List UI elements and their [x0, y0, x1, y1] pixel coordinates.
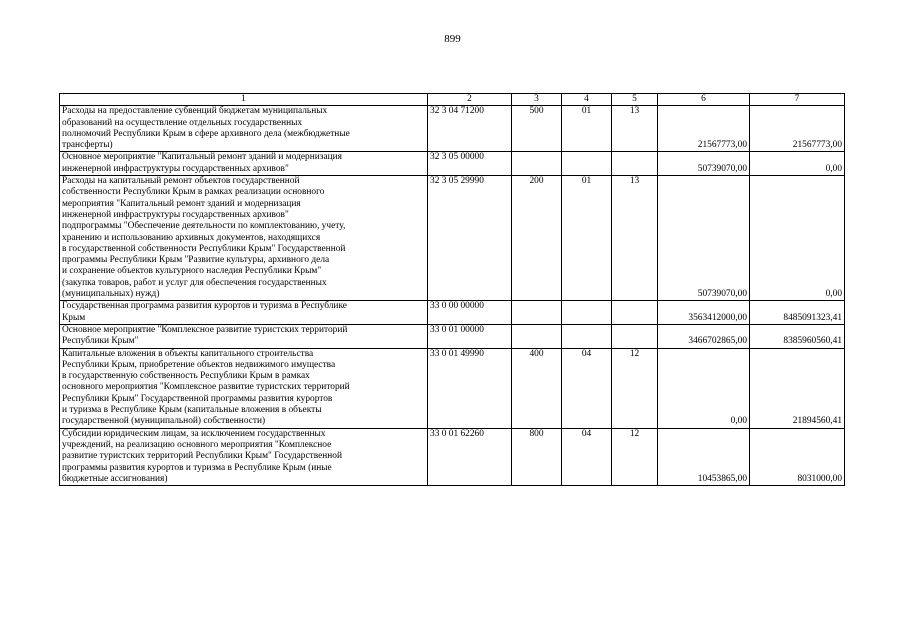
section-code: 01 — [562, 176, 612, 301]
description-line: в государственную собственность Республики Крым в рамках — [62, 371, 310, 382]
description-line: хранению и использованию архивных документов, находящихся — [62, 232, 321, 243]
description-line: подпрограммы "Обеспечение деятельности по комплектованию, учету, — [62, 221, 346, 232]
budget-code: 33 0 01 62260 — [428, 428, 512, 485]
amount-col-6: 0,00 — [658, 348, 750, 428]
subsection-code: 13 — [612, 176, 658, 301]
description-line: программы Республики Крым "Развитие культуры, архивного дела — [62, 255, 330, 266]
description-line: инженерной инфраструктуры государственных архивов" — [62, 209, 289, 220]
row-description — [60, 152, 428, 176]
description-line: собственности Республики Крым в рамках реализации основного — [62, 187, 325, 198]
table-row — [60, 152, 845, 176]
section-code — [562, 301, 612, 325]
amount-col-7: 8031000,00 — [750, 428, 845, 485]
description-line: в государственной собственности Республики Крым" Государственной — [62, 243, 346, 254]
row-description — [60, 428, 428, 485]
table-row — [60, 176, 845, 301]
table-row — [60, 324, 845, 348]
description-line: образований на осуществление отдельных государственных — [62, 117, 303, 128]
expense-type — [512, 301, 562, 325]
subsection-code: 12 — [612, 428, 658, 485]
budget-code: 32 3 05 00000 — [428, 152, 512, 176]
description-line: Основное мероприятие "Комплексное развитие туристских территорий — [62, 324, 348, 335]
section-code — [562, 152, 612, 176]
column-header: 3 — [512, 94, 562, 106]
expense-type: 800 — [512, 428, 562, 485]
description-line: полномочий Республики Крым в сфере архивного дела (межбюджетные — [62, 128, 350, 139]
column-header: 6 — [658, 94, 750, 106]
description-line: Республики Крым" — [62, 336, 139, 347]
table-row — [60, 428, 845, 485]
row-description — [60, 324, 428, 348]
subsection-code: 13 — [612, 106, 658, 152]
description-line: основного мероприятия "Комплексное развитие туристских территорий — [62, 382, 350, 393]
table-row — [60, 106, 845, 152]
column-header: 7 — [750, 94, 845, 106]
amount-col-7: 21894560,41 — [750, 348, 845, 428]
description-line: Расходы на капитальный ремонт объектов государственной — [62, 176, 300, 187]
expense-type: 500 — [512, 106, 562, 152]
amount-col-6: 50739070,00 — [658, 152, 750, 176]
column-header: 2 — [428, 94, 512, 106]
description-line: мероприятия "Капитальный ремонт зданий и модернизация — [62, 198, 301, 209]
amount-col-6: 3466702865,00 — [658, 324, 750, 348]
budget-code: 32 3 04 71200 — [428, 106, 512, 152]
description-line: Основное мероприятие "Капитальный ремонт зданий и модернизация — [62, 152, 342, 163]
amount-col-7: 21567773,00 — [750, 106, 845, 152]
description-line: развитие туристских территорий Республики Крым" Государственной — [62, 451, 343, 462]
amount-col-7: 0,00 — [750, 152, 845, 176]
description-line: Республики Крым, приобретение объектов недвижимого имущества — [62, 359, 336, 370]
row-description — [60, 348, 428, 428]
page-number: 899 — [444, 33, 461, 45]
budget-table — [59, 93, 845, 486]
description-line: трансферты) — [62, 140, 113, 151]
section-code: 04 — [562, 348, 612, 428]
budget-code: 33 0 00 00000 — [428, 301, 512, 325]
description-line: Расходы на предоставление субвенций бюджетам муниципальных — [62, 106, 328, 117]
amount-col-6: 3563412000,00 — [658, 301, 750, 325]
amount-col-7: 8485091323,41 — [750, 301, 845, 325]
description-line: Государственная программа развития курортов и туризма в Республике — [62, 301, 347, 312]
subsection-code — [612, 152, 658, 176]
header-row — [60, 94, 845, 106]
column-header: 5 — [612, 94, 658, 106]
table-row — [60, 348, 845, 428]
section-code — [562, 324, 612, 348]
subsection-code — [612, 301, 658, 325]
amount-col-6: 50739070,00 — [658, 176, 750, 301]
amount-col-7: 0,00 — [750, 176, 845, 301]
subsection-code — [612, 324, 658, 348]
row-description — [60, 176, 428, 301]
description-line: и сохранение объектов культурного наследия Республики Крым" — [62, 266, 322, 277]
description-line: Капитальные вложения в объекты капитального строительства — [62, 348, 314, 359]
amount-col-6: 21567773,00 — [658, 106, 750, 152]
expense-type — [512, 152, 562, 176]
description-line: (муниципальных) нужд) — [62, 289, 160, 300]
section-code: 01 — [562, 106, 612, 152]
expense-type — [512, 324, 562, 348]
budget-code: 33 0 01 49990 — [428, 348, 512, 428]
expense-type: 400 — [512, 348, 562, 428]
subsection-code: 12 — [612, 348, 658, 428]
description-line: государственной (муниципальной) собственности) — [62, 416, 266, 427]
description-line: программы развития курортов и туризма в Республике Крым (иные — [62, 462, 332, 473]
budget-code: 32 3 05 29990 — [428, 176, 512, 301]
description-line: учреждений, на реализацию основного мероприятия "Комплексное — [62, 439, 332, 450]
column-header: 4 — [562, 94, 612, 106]
row-description — [60, 301, 428, 325]
budget-code: 33 0 01 00000 — [428, 324, 512, 348]
expense-type: 200 — [512, 176, 562, 301]
row-description — [60, 106, 428, 152]
description-line: и туризма в Республике Крым (капитальные вложения в объекты — [62, 405, 322, 416]
description-line: Крым — [62, 312, 86, 323]
description-line: бюджетные ассигнования) — [62, 473, 168, 484]
description-line: Субсидии юридическим лицам, за исключением государственных — [62, 428, 326, 439]
section-code: 04 — [562, 428, 612, 485]
amount-col-7: 8385960560,41 — [750, 324, 845, 348]
description-line: (закупка товаров, работ и услуг для обеспечения государственных — [62, 277, 327, 288]
amount-col-6: 10453865,00 — [658, 428, 750, 485]
column-header: 1 — [60, 94, 428, 106]
description-line: инженерной инфраструктуры государственных архивов" — [62, 163, 289, 174]
description-line: Республики Крым" Государственной программы развития курортов — [62, 393, 333, 404]
table-row — [60, 301, 845, 325]
